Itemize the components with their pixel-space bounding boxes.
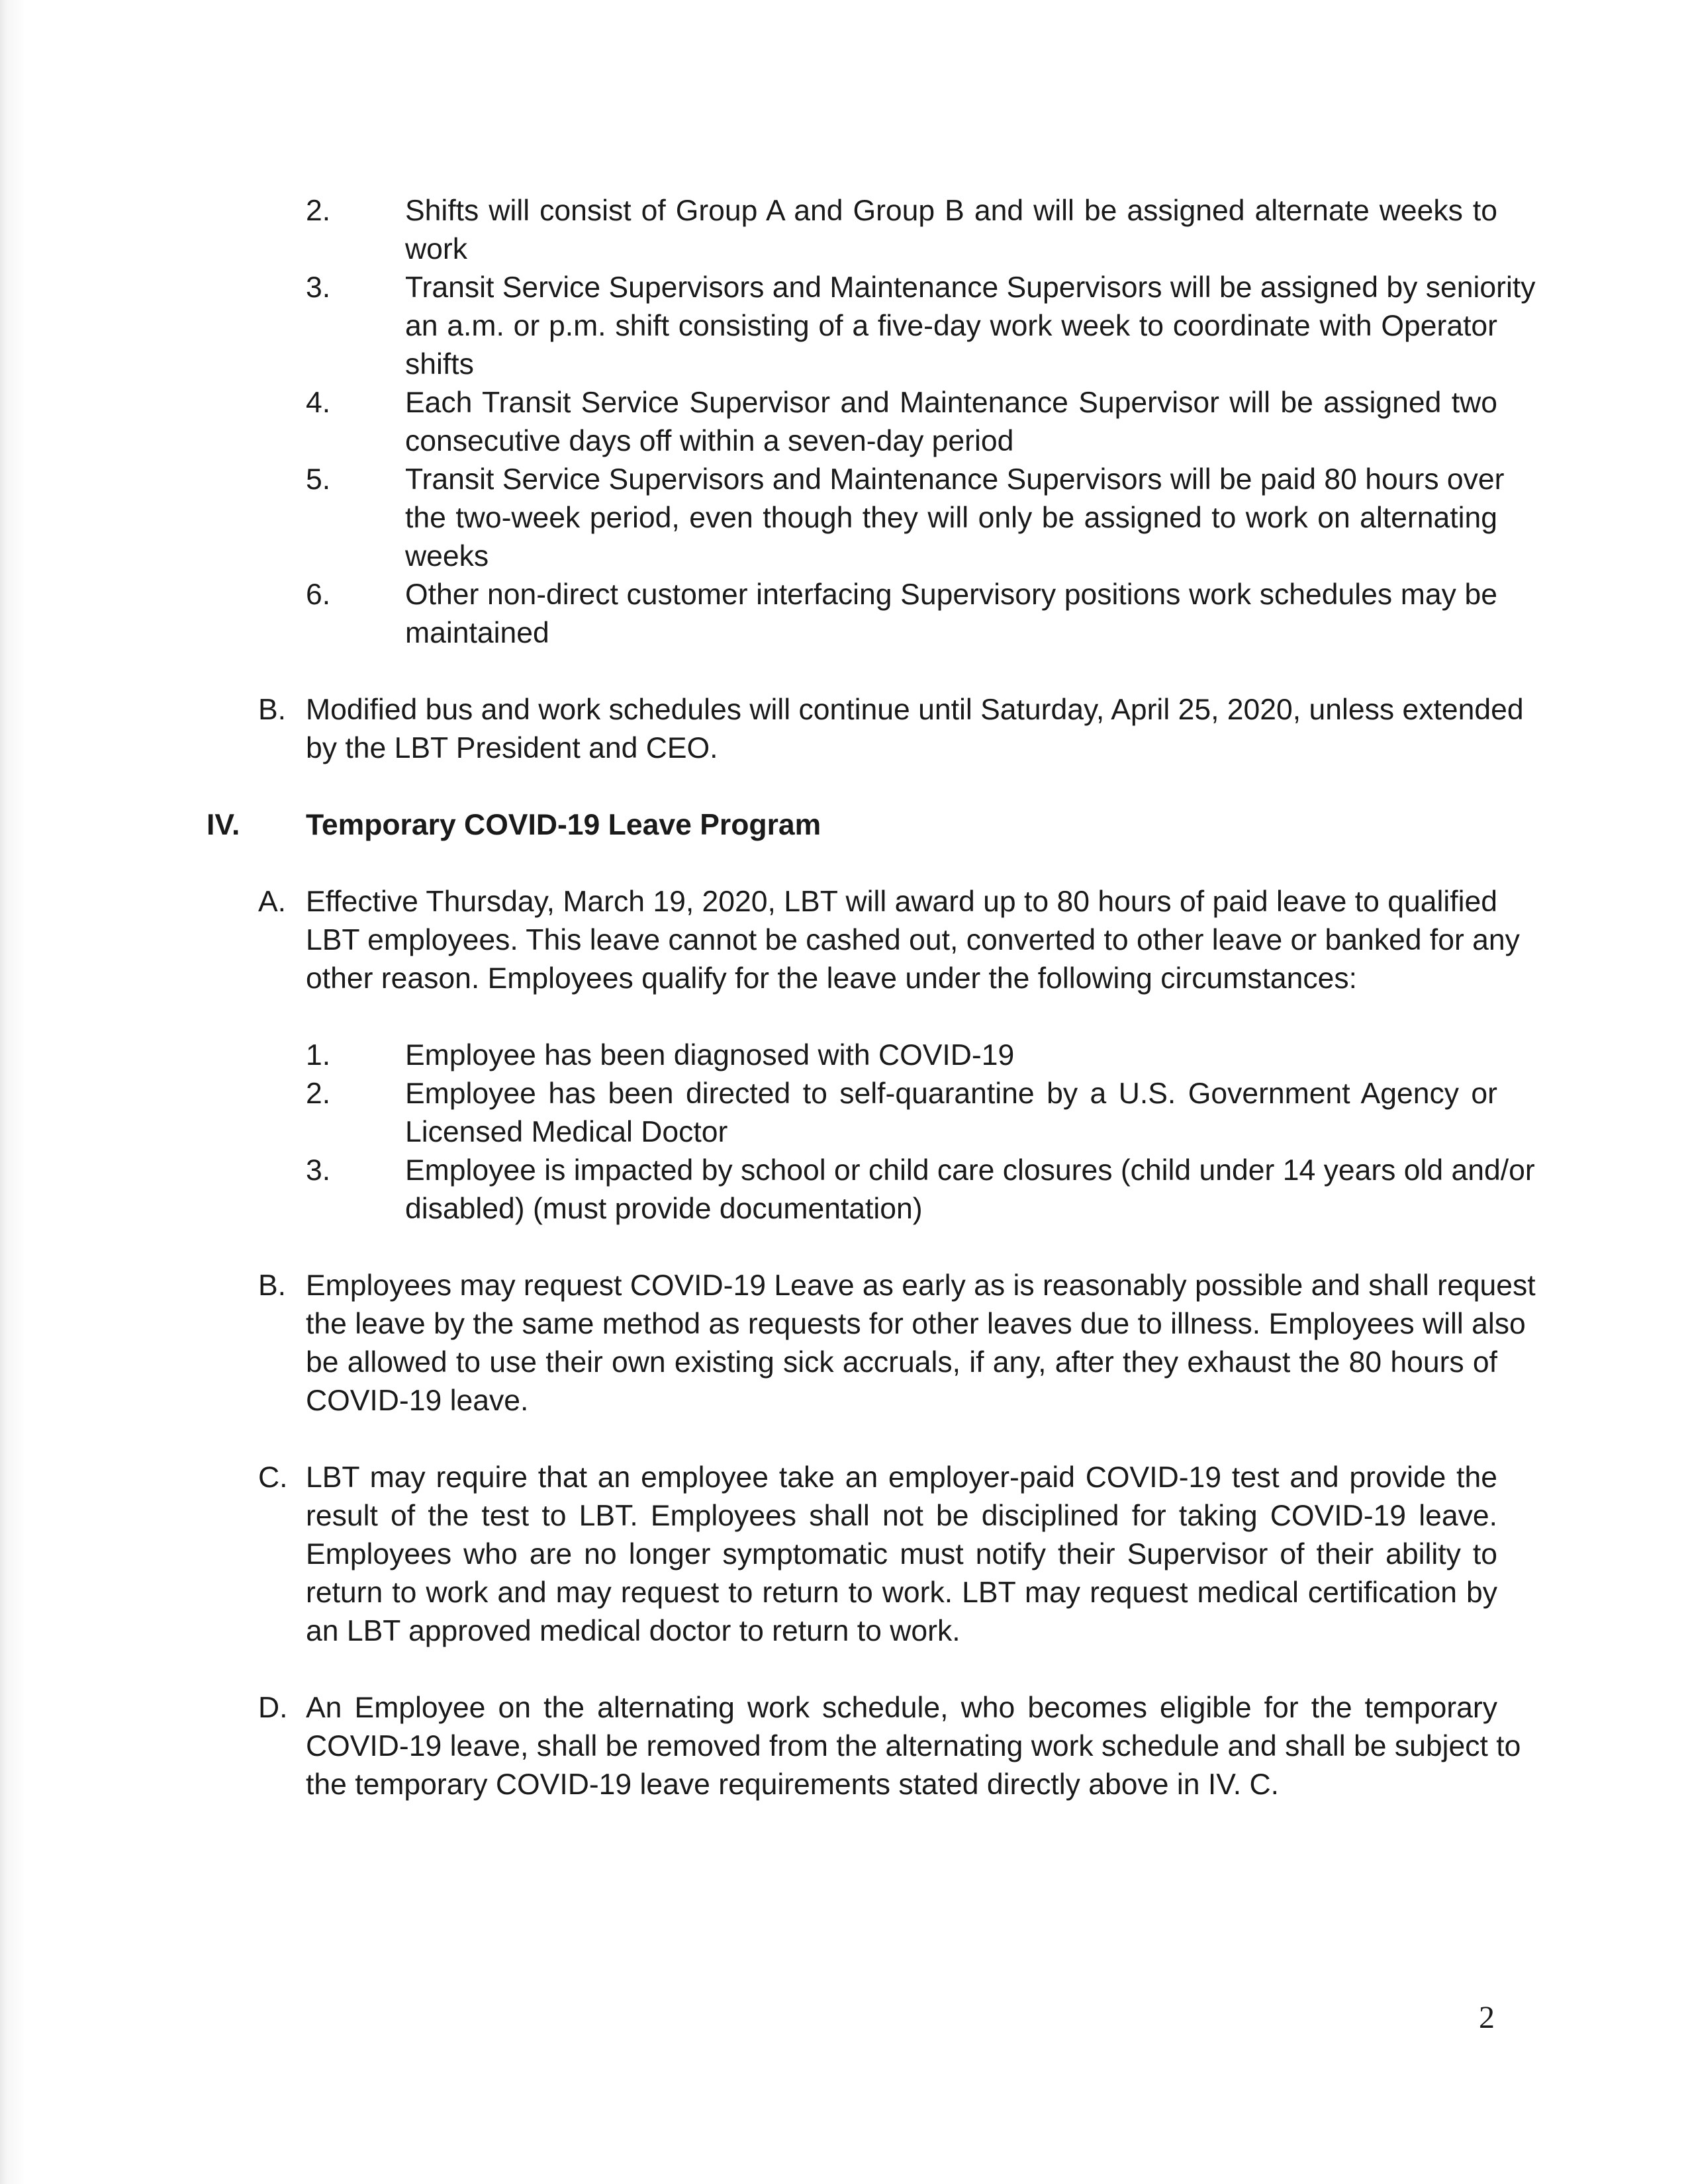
list-item-number: 2. (306, 195, 331, 227)
list-item-number: 5. (306, 463, 331, 496)
list-item-line: Employee has been directed to self-quarantine by a U.S. Government Agency or (405, 1077, 1497, 1110)
paragraph-line: LBT employees. This leave cannot be cashed out, converted to other leave or banked for any (306, 924, 1520, 956)
paragraph-line: COVID-19 leave. (306, 1385, 529, 1417)
list-item-line: Shifts will consist of Group A and Group B and will be assigned alternate weeks to (405, 195, 1497, 227)
paragraph-line: Employees may request COVID-19 Leave as early as is reasonably possible and shall request (306, 1269, 1536, 1302)
paragraph-line: Employees who are no longer symptomatic must notify their Supervisor of their ability to (306, 1538, 1497, 1570)
paragraph-line: Effective Thursday, March 19, 2020, LBT will award up to 80 hours of paid leave to qualified (306, 886, 1498, 918)
list-item-line: weeks (405, 540, 489, 572)
list-item-line: the two-week period, even though they will only be assigned to work on alternating (405, 502, 1497, 534)
paragraph-line: LBT may require that an employee take an employer-paid COVID-19 test and provide the (306, 1461, 1497, 1494)
paragraph-line: by the LBT President and CEO. (306, 732, 718, 764)
list-item-number: 2. (306, 1077, 331, 1110)
paragraph-line: Modified bus and work schedules will continue until Saturday, April 25, 2020, unless extended (306, 694, 1524, 726)
paragraph-line: other reason. Employees qualify for the leave under the following circumstances: (306, 962, 1358, 995)
paragraph-line: An Employee on the alternating work schedule, who becomes eligible for the temporary (306, 1692, 1497, 1724)
list-item-line: consecutive days off within a seven-day period (405, 425, 1014, 457)
page-number: 2 (1479, 2000, 1495, 2035)
list-item-line: maintained (405, 617, 549, 649)
list-item-line: Employee has been diagnosed with COVID-19 (405, 1039, 1015, 1071)
paragraph-letter: B. (258, 1269, 287, 1302)
paragraph-line: return to work and may request to return to work. LBT may request medical certification by (306, 1576, 1497, 1609)
list-item-number: 4. (306, 387, 331, 419)
list-item-line: Other non-direct customer interfacing Supervisory positions work schedules may be (405, 578, 1497, 611)
section-numeral: IV. (207, 809, 240, 841)
paragraph-line: COVID-19 leave, shall be removed from the alternating work schedule and shall be subject to (306, 1730, 1521, 1762)
list-item-line: Employee is impacted by school or child care closures (child under 14 years old and/or (405, 1154, 1535, 1187)
paragraph-letter: D. (258, 1692, 288, 1724)
paragraph-letter: B. (258, 694, 287, 726)
paragraph-letter: C. (258, 1461, 288, 1494)
list-item-number: 3. (306, 1154, 331, 1187)
list-item-number: 6. (306, 578, 331, 611)
paragraph-line: be allowed to use their own existing sick accruals, if any, after they exhaust the 80 hours of (306, 1346, 1497, 1379)
paragraph-line: an LBT approved medical doctor to return to work. (306, 1615, 961, 1647)
list-item-line: Licensed Medical Doctor (405, 1116, 728, 1148)
list-item-line: Transit Service Supervisors and Maintenance Supervisors will be assigned by seniority (405, 271, 1536, 304)
list-item-line: an a.m. or p.m. shift consisting of a five-day work week to coordinate with Operator (405, 310, 1497, 342)
list-item-number: 3. (306, 271, 331, 304)
list-item-line: Each Transit Service Supervisor and Maintenance Supervisor will be assigned two (405, 387, 1497, 419)
list-item-number: 1. (306, 1039, 331, 1071)
paragraph-line: the temporary COVID-19 leave requirements stated directly above in IV. C. (306, 1768, 1280, 1801)
paragraph-letter: A. (258, 886, 287, 918)
list-item-line: disabled) (must provide documentation) (405, 1193, 923, 1225)
paragraph-line: result of the test to LBT. Employees shall not be disciplined for taking COVID-19 leave. (306, 1500, 1497, 1532)
list-item-line: shifts (405, 348, 474, 381)
list-item-line: work (405, 233, 467, 265)
paragraph-line: the leave by the same method as requests for other leaves due to illness. Employees will also (306, 1308, 1526, 1340)
section-title: Temporary COVID-19 Leave Program (306, 809, 821, 841)
list-item-line: Transit Service Supervisors and Maintenance Supervisors will be paid 80 hours over (405, 463, 1505, 496)
scan-edge (0, 0, 26, 2184)
